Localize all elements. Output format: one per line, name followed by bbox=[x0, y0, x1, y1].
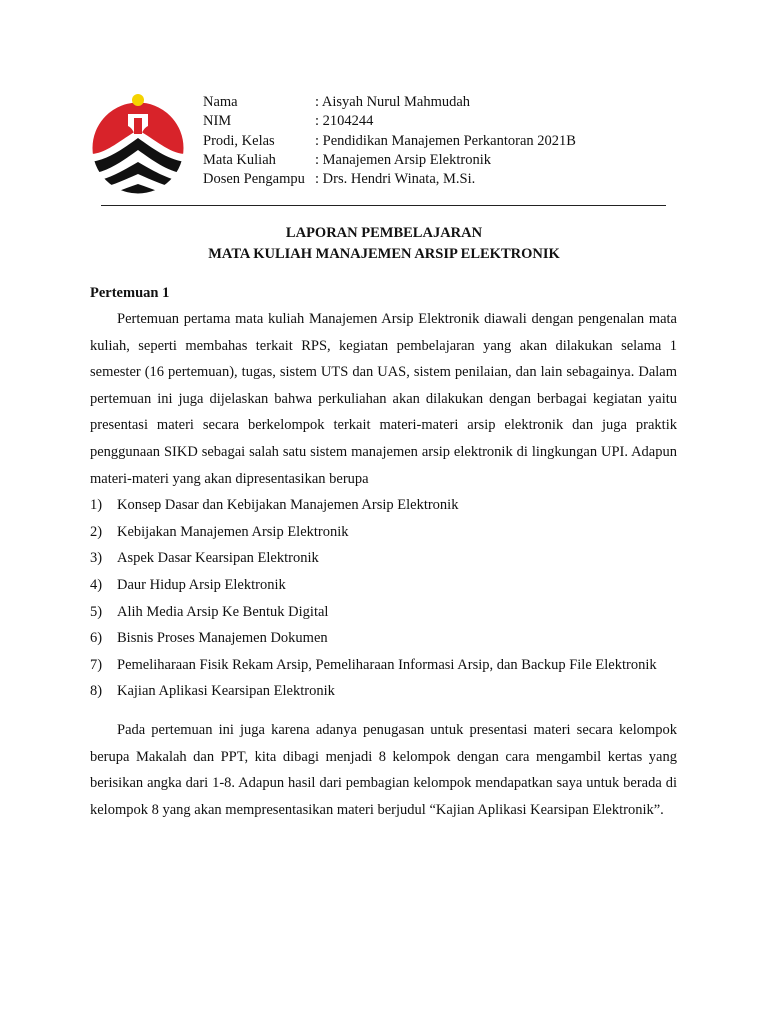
list-item-text: Kajian Aplikasi Kearsipan Elektronik bbox=[117, 683, 335, 700]
paragraph-intro: Pertemuan pertama mata kuliah Manajemen Arsip Elektronik diawali dengan pengenalan mata kuliah, seperti membahas terkait RPS, kegiatan pembelajaran yang akan dilakukan selama 1 semester (16 pertemuan), tugas, sistem UTS dan UAS, sistem penilaian, dan lain sebagainya. Dalam pertemuan ini juga dijelaskan bahwa perkuliahan akan dilakukan dengan berbagai kegiatan yaitu presentasi materi secara berkelompok terkait materi-materi arsip elektronik dan juga praktik penggunaan SIKD sebagai salah satu sistem manajemen arsip elektronik di lingkungan UPI. Adapun materi-materi yang akan dipresentasikan berupa bbox=[90, 311, 677, 487]
info-value: : Aisyah Nurul Mahmudah bbox=[315, 93, 470, 112]
student-info bbox=[203, 93, 576, 189]
list-item-number: 6) bbox=[90, 630, 103, 647]
info-label: Mata Kuliah bbox=[203, 151, 276, 168]
list-item-number: 8) bbox=[90, 683, 103, 700]
list-item-text: Aspek Dasar Kearsipan Elektronik bbox=[117, 550, 319, 567]
list-item bbox=[90, 625, 677, 652]
paragraph-group-assignment: Pada pertemuan ini juga karena adanya penugasan untuk presentasi materi secara kelompok berupa Makalah dan PPT, kita dibagi menjadi 8 kelompok dengan cara mengambil kertas yang berisikan angka dari 1-8. Adapun hasil dari pembagian kelompok mendapatkan saya untuk berada di kelompok 8 yang akan mempresentasikan materi berjudul “Kajian Aplikasi Kearsipan Elektronik”. bbox=[90, 721, 677, 818]
list-item-number: 4) bbox=[90, 576, 103, 593]
list-item bbox=[90, 572, 677, 599]
list-item-text: Alih Media Arsip Ke Bentuk Digital bbox=[117, 603, 329, 620]
info-row-dosen bbox=[203, 170, 576, 189]
report-body bbox=[90, 280, 677, 823]
info-value: : Manajemen Arsip Elektronik bbox=[315, 151, 491, 170]
report-title-line-1: LAPORAN PEMBELAJARAN bbox=[285, 225, 483, 241]
list-item-number: 5) bbox=[90, 603, 103, 620]
list-item bbox=[90, 599, 677, 626]
list-item-text: Bisnis Proses Manajemen Dokumen bbox=[117, 630, 328, 647]
list-item-number: 7) bbox=[90, 656, 103, 673]
info-row-nama bbox=[203, 93, 576, 112]
list-item bbox=[90, 678, 677, 705]
info-row-nim bbox=[203, 112, 576, 131]
list-item bbox=[90, 545, 677, 572]
list-item bbox=[90, 492, 677, 519]
info-label: Prodi, Kelas bbox=[203, 132, 275, 149]
report-title-line-2: MATA KULIAH MANAJEMEN ARSIP ELEKTRONIK bbox=[208, 246, 560, 262]
list-item bbox=[90, 652, 677, 679]
list-item-text: Kebijakan Manajemen Arsip Elektronik bbox=[117, 523, 349, 540]
topic-list bbox=[90, 492, 677, 705]
list-item-number: 2) bbox=[90, 523, 103, 540]
header-divider bbox=[101, 205, 666, 206]
info-label: Nama bbox=[203, 94, 238, 110]
report-title bbox=[90, 223, 678, 265]
info-row-prodi bbox=[203, 132, 576, 151]
info-label: Dosen Pengampu bbox=[203, 171, 305, 188]
info-label: NIM bbox=[203, 113, 232, 130]
upi-logo-icon bbox=[90, 90, 186, 198]
list-item-text: Konsep Dasar dan Kebijakan Manajemen Arsip Elektronik bbox=[117, 497, 459, 514]
list-item-text: Daur Hidup Arsip Elektronik bbox=[117, 576, 286, 593]
info-value: : 2104244 bbox=[315, 112, 373, 131]
list-item bbox=[90, 519, 677, 546]
section-heading: Pertemuan 1 bbox=[90, 285, 170, 301]
list-item-text: Pemeliharaan Fisik Rekam Arsip, Pemeliharaan Informasi Arsip, dan Backup File Elektronik bbox=[117, 656, 657, 673]
list-item-number: 1) bbox=[90, 497, 103, 514]
info-value: : Drs. Hendri Winata, M.Si. bbox=[315, 170, 475, 189]
info-row-mata-kuliah bbox=[203, 151, 576, 170]
info-value: : Pendidikan Manajemen Perkantoran 2021B bbox=[315, 132, 576, 151]
list-item-number: 3) bbox=[90, 550, 103, 567]
